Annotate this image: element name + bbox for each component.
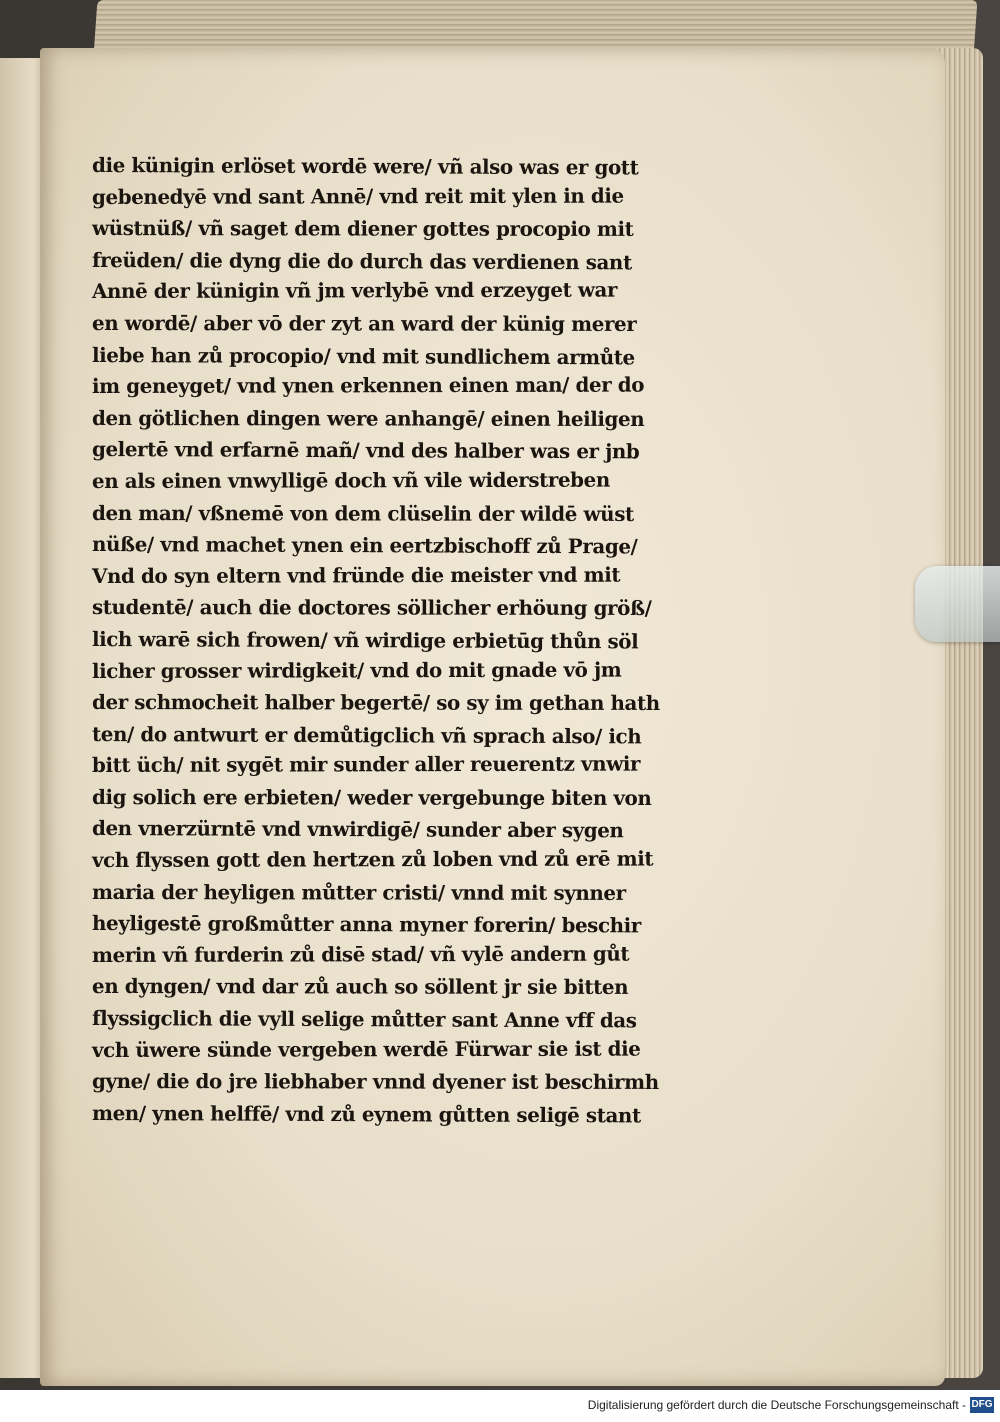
text-line: dig solich ere erbieten/ weder vergebunge biten von bbox=[91, 784, 652, 810]
text-line: en wordē/ aber vō der zyt an ward der künig merer bbox=[91, 310, 637, 336]
page-clip bbox=[915, 566, 1000, 642]
text-line: lich warē sich frowen/ vñ wirdige erbietūg thůn söl bbox=[91, 626, 639, 654]
text-line: merin vñ furderin zů disē stad/ vñ vylē andern gůt bbox=[91, 941, 630, 967]
text-line: den vnerzürntē vnd vnwirdigē/ sunder aber sygen bbox=[91, 816, 624, 843]
text-line: gelertē vnd erfarnē mañ/ vnd des halber was er jnb bbox=[91, 437, 640, 464]
text-line: maria der heyligen můtter cristi/ vnnd mit synner bbox=[91, 879, 626, 905]
text-line: gyne/ die do jre liebhaber vnnd dyener ist beschirmh bbox=[91, 1069, 659, 1095]
text-line: den man/ vßnemē von dem clüselin der wildē wüst bbox=[91, 500, 634, 526]
text-line: studentē/ auch die doctores söllicher erhöung größ/ bbox=[91, 595, 652, 621]
text-line: Annē der künigin vñ jm verlybē vnd erzeyget war bbox=[91, 277, 618, 304]
text-line: bitt üch/ nit sygēt mir sunder aller reuerentz vnwir bbox=[91, 751, 641, 778]
text-line: Vnd do syn eltern vnd fründe die meister vnd mit bbox=[91, 562, 621, 588]
text-line: nüße/ vnd machet ynen ein eertzbischoff zů Prage/ bbox=[91, 532, 638, 559]
text-line: en als einen vnwylligē doch vñ vile widerstreben bbox=[91, 467, 610, 493]
text-line: ten/ do antwurt er demůtigclich vñ sprach also/ ich bbox=[91, 721, 642, 749]
footer-bar bbox=[0, 1390, 1000, 1422]
text-line: vch üwere sünde vergeben werdē Fürwar sie ist die bbox=[91, 1036, 641, 1062]
text-line: der schmocheit halber begertē/ so sy im gethan hath bbox=[91, 690, 660, 716]
text-line: im geneyget/ vnd ynen erkennen einen man/ der do bbox=[91, 372, 645, 399]
text-line: en dyngen/ vnd dar zů auch so söllent jr sie bitten bbox=[91, 974, 629, 1000]
text-line: heyligestē großmůtter anna myner forerin/ beschir bbox=[91, 911, 641, 938]
text-line: freüden/ die dyng die do durch das verdienen sant bbox=[91, 247, 632, 275]
text-line: liebe han zů procopio/ vnd mit sundlichem armůte bbox=[91, 342, 635, 369]
dfg-logo: DFG bbox=[970, 1397, 994, 1413]
text-line: licher grosser wirdigkeit/ vnd do mit gnade vō jm bbox=[91, 657, 622, 683]
text-line: den götlichen dingen were anhangē/ einen heiligen bbox=[91, 405, 645, 431]
text-line: men/ ynen helffē/ vnd zů eynem gůtten seligē stant bbox=[91, 1100, 641, 1128]
text-line: vch flyssen gott den hertzen zů loben vnd zů erē mit bbox=[91, 846, 654, 873]
text-line: gebenedyē vnd sant Annē/ vnd reit mit ylen in die bbox=[91, 183, 624, 209]
page-text bbox=[92, 150, 712, 1129]
text-line: die künigin erlöset wordē were/ vñ also was er gott bbox=[91, 153, 639, 180]
text-line: flyssigclich die vyll selige můtter sant Anne vff das bbox=[91, 1006, 637, 1033]
text-line: wüstnüß/ vñ saget dem diener gottes procopio mit bbox=[91, 216, 634, 242]
footer-credit: Digitalisierung gefördert durch die Deutsche Forschungsgemeinschaft - bbox=[587, 1398, 966, 1412]
